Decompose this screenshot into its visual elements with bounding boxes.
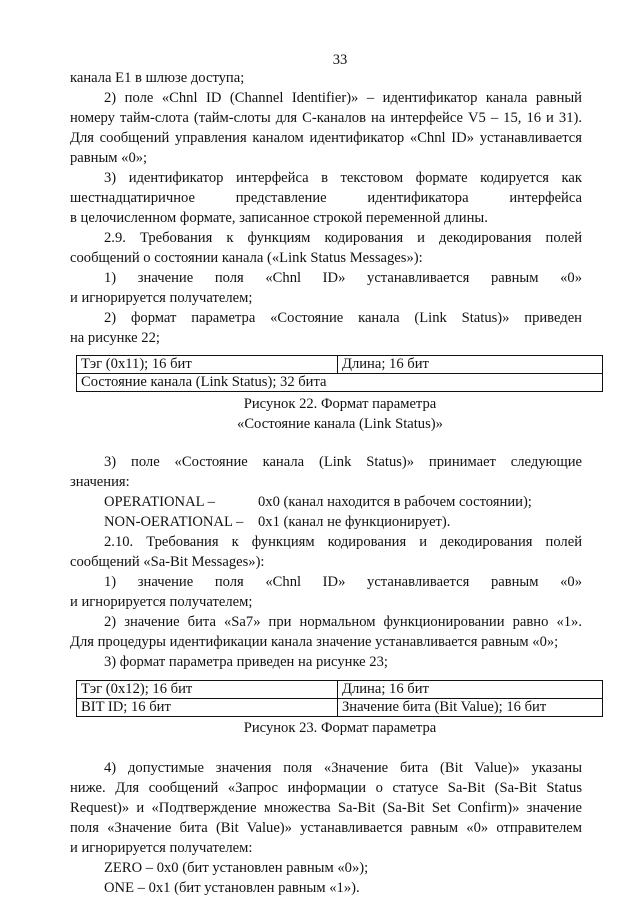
text-line: поля «Значение бита (Bit Value)» устанавливается равным «0» отправителем	[70, 820, 582, 836]
figure-caption: Рисунок 23. Формат параметра	[243, 720, 437, 736]
format-table-22	[76, 355, 603, 392]
value-name: NON-OERATIONAL –	[104, 514, 244, 530]
text-line: 3) формат параметра приведен на рисунке 23;	[104, 654, 388, 670]
text-line: 2) поле «Chnl ID (Channel Identifier)» – идентификатор канала равный	[104, 90, 582, 106]
text-line: 3) поле «Состояние канала (Link Status)» принимает следующие	[104, 454, 582, 470]
value-desc: 0x1 (канал не функционирует).	[258, 514, 451, 530]
table-cell: Длина; 16 бит	[338, 356, 603, 374]
text-line: 2) формат параметра «Состояние канала (Link Status)» приведен	[104, 310, 582, 326]
text-line: 1) значение поля «Chnl ID» устанавливается равным «0»	[104, 574, 582, 590]
figure-caption: Рисунок 22. Формат параметра	[243, 396, 437, 412]
table-cell: Длина; 16 бит	[338, 681, 603, 699]
text-line: в целочисленном формате, записанное строкой переменной длины.	[70, 210, 488, 226]
table-cell: Состояние канала (Link Status); 32 бита	[77, 374, 603, 392]
text-line: ONE – 0x1 (бит установлен равным «1»).	[104, 880, 360, 896]
text-line: сообщений «Sa-Bit Messages»):	[70, 554, 265, 570]
text-line: 2.9. Требования к функциям кодирования и декодирования полей	[104, 230, 582, 246]
text-line: 4) допустимые значения поля «Значение бита (Bit Value)» указаны	[104, 760, 582, 776]
table-cell: BIT ID; 16 бит	[77, 699, 338, 717]
text-line: и игнорируется получателем:	[70, 840, 253, 856]
text-line: номеру тайм-слота (тайм-слоты для C-каналов на интерфейсе V5 – 15, 16 и 31).	[70, 110, 582, 126]
text-line: 2.10. Требования к функциям кодирования и декодирования полей	[104, 534, 582, 550]
value-name: OPERATIONAL –	[104, 494, 215, 510]
table-cell: Значение бита (Bit Value); 16 бит	[338, 699, 603, 717]
text-line: 3) идентификатор интерфейса в текстовом формате кодируется как	[104, 170, 582, 186]
text-line: Для процедуры идентификации канала значение устанавливается равным «0»;	[70, 634, 559, 650]
page-number: 33	[332, 52, 348, 68]
format-table-23	[76, 680, 603, 717]
text-line: равным «0»;	[70, 150, 148, 166]
text-line: и игнорируется получателем;	[70, 290, 253, 306]
text-line: сообщений о состоянии канала («Link Status Messages»):	[70, 250, 423, 266]
text-line: 1) значение поля «Chnl ID» устанавливается равным «0»	[104, 270, 582, 286]
text-line: Request)» и «Подтверждение множества Sa-Bit (Sa-Bit Set Confirm)» значение	[70, 800, 582, 816]
text-line: значения:	[70, 474, 130, 490]
text-line: 2) значение бита «Sa7» при нормальном функционировании равно «1».	[104, 614, 582, 630]
text-line: Для сообщений управления каналом идентификатор «Chnl ID» устанавливается	[70, 130, 582, 146]
figure-caption: «Состояние канала (Link Status)»	[237, 416, 443, 432]
text-line: на рисунке 22;	[70, 330, 160, 346]
text-line: шестнадцатиричное представление идентификатора интерфейса	[70, 190, 582, 206]
text-line: канала E1 в шлюзе доступа;	[70, 70, 245, 86]
text-line: ZERO – 0x0 (бит установлен равным «0»);	[104, 860, 369, 876]
text-line: и игнорируется получателем;	[70, 594, 253, 610]
table-cell: Тэг (0x11); 16 бит	[77, 356, 338, 374]
text-line: ниже. Для сообщений «Запрос информации о статусе Sa-Bit (Sa-Bit Status	[70, 780, 582, 796]
value-desc: 0x0 (канал находится в рабочем состоянии);	[258, 494, 532, 510]
table-cell: Тэг (0x12); 16 бит	[77, 681, 338, 699]
